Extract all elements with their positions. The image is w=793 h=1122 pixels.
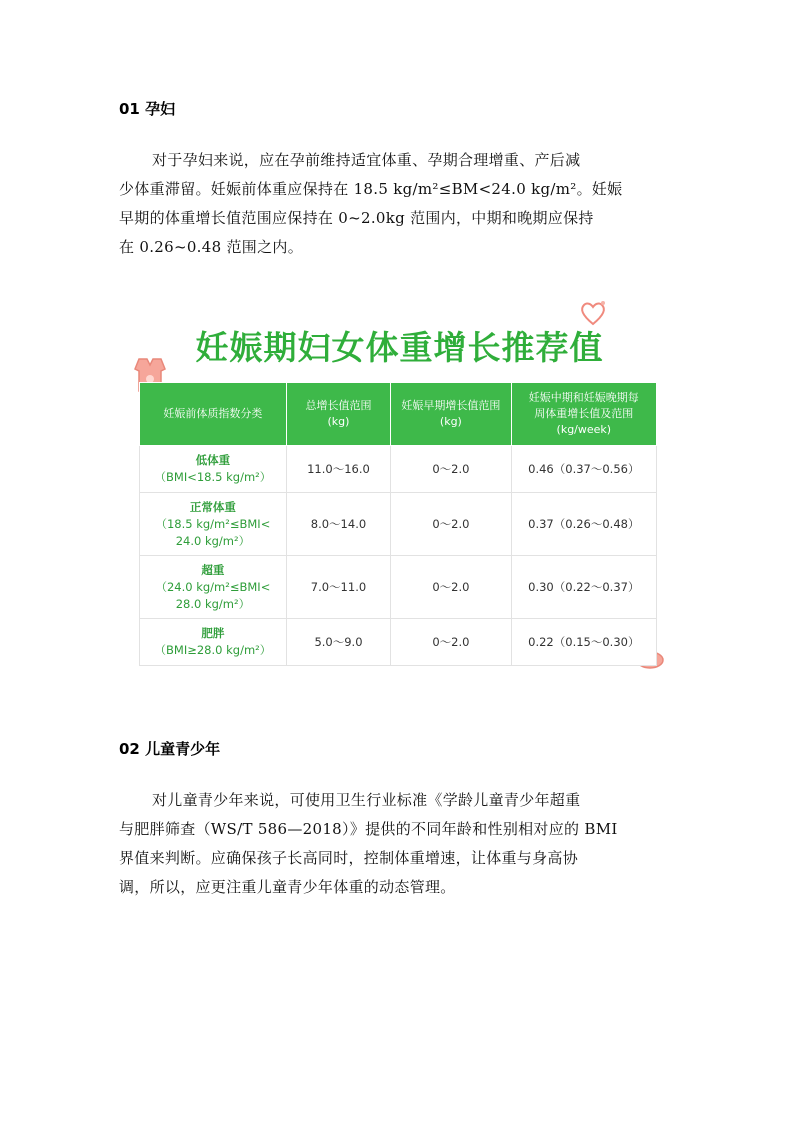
paragraph-line: 在 0.26~0.48 范围之内。	[119, 238, 304, 256]
category-name: 超重	[201, 562, 225, 577]
paragraph-line: 对于孕妇来说，应在孕前维持适宜体重、孕期合理增重、产后减	[152, 151, 581, 169]
column-header	[511, 383, 656, 446]
early-gain-cell: 0～2.0	[391, 493, 511, 556]
table-row	[140, 446, 657, 493]
category-criteria: （BMI≥28.0 kg/m²）	[154, 643, 272, 657]
category-criteria: （24.0 kg/m²≤BMI< 28.0 kg/m²）	[155, 579, 271, 611]
header-text: 总增长值范围 (kg)	[305, 399, 372, 428]
weekly-gain-cell: 0.37（0.26～0.48）	[511, 493, 656, 556]
paragraph-line: 早期的体重增长值范围应保持在 0~2.0kg 范围内，中期和晚期应保持	[119, 209, 594, 227]
category-cell	[140, 619, 287, 666]
header-text: 妊娠前体质指数分类	[163, 407, 263, 420]
total-gain-cell: 5.0～9.0	[286, 619, 390, 666]
section-heading-children: 02 儿童青少年	[119, 740, 221, 758]
category-name: 正常体重	[189, 499, 236, 514]
table-row	[140, 493, 657, 556]
column-header	[286, 383, 390, 446]
category-criteria: （BMI<18.5 kg/m²）	[154, 470, 272, 484]
paragraph-line: 对儿童青少年来说，可使用卫生行业标准《学龄儿童青少年超重	[152, 791, 581, 809]
paragraph-line: 调，所以，应更注重儿童青少年体重的动态管理。	[119, 878, 456, 896]
column-header	[391, 383, 511, 446]
early-gain-cell: 0～2.0	[391, 619, 511, 666]
category-cell	[140, 493, 287, 556]
category-name: 肥胖	[201, 626, 225, 640]
weekly-gain-cell: 0.30（0.22～0.37）	[511, 556, 656, 619]
weight-gain-infographic	[133, 300, 666, 672]
total-gain-cell: 8.0～14.0	[286, 493, 390, 556]
infographic-title: 妊娠期妇女体重增长推荐值	[195, 328, 604, 367]
total-gain-cell: 7.0～11.0	[286, 556, 390, 619]
category-cell	[140, 446, 287, 493]
category-cell	[140, 556, 287, 619]
table-row	[140, 619, 657, 666]
section-heading-pregnant: 01 孕妇	[119, 100, 176, 118]
total-gain-cell: 11.0～16.0	[286, 446, 390, 493]
column-header	[140, 383, 287, 446]
weekly-gain-cell: 0.46（0.37～0.56）	[511, 446, 656, 493]
table-header-row	[140, 383, 657, 446]
paragraph-pregnant	[119, 146, 699, 262]
category-name: 低体重	[195, 453, 231, 467]
paragraph-line: 与肥胖筛查（WS/T 586—2018）》提供的不同年龄和性别相对应的 BMI	[119, 820, 618, 838]
weight-gain-table	[139, 382, 657, 666]
early-gain-cell: 0～2.0	[391, 556, 511, 619]
paragraph-line: 界值来判断。应确保孩子长高同时，控制体重增速，让体重与身高协	[119, 849, 579, 867]
header-text: 妊娠早期增长值范围 (kg)	[401, 399, 501, 428]
weekly-gain-cell: 0.22（0.15～0.30）	[511, 619, 656, 666]
paragraph-line: 少体重滞留。妊娠前体重应保持在 18.5 kg/m²≤BM<24.0 kg/m²。妊娠	[119, 180, 623, 198]
early-gain-cell: 0～2.0	[391, 446, 511, 493]
paragraph-children	[119, 786, 699, 902]
table-row	[140, 556, 657, 619]
category-criteria: （18.5 kg/m²≤BMI< 24.0 kg/m²）	[155, 516, 271, 548]
header-text: 妊娠中期和妊娠晚期每 周体重增长值及范围 (kg/week)	[528, 391, 639, 436]
